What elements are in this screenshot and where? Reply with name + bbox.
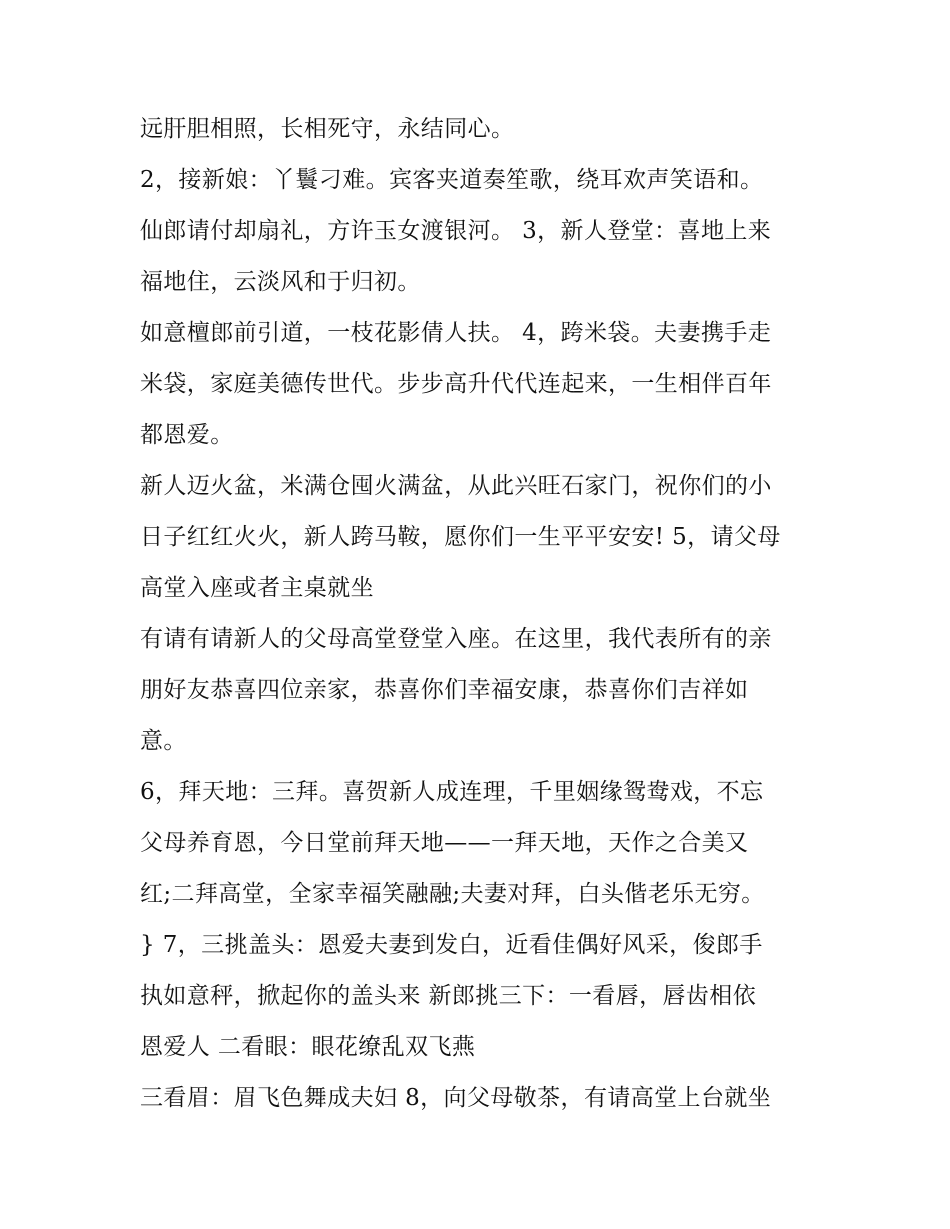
document-body	[140, 104, 820, 1124]
text-line: 朋好友恭喜四位亲家，恭喜你们幸福安康，恭喜你们吉祥如	[140, 677, 749, 703]
text-line: } 7，三挑盖头：恩爱夫妻到发白，近看佳偶好风采，俊郎手	[140, 932, 763, 958]
text-line: 仙郎请付却扇礼，方许玉女渡银河。 3，新人登堂：喜地上来	[140, 218, 772, 244]
text-line: 都恩爱。	[140, 422, 234, 448]
text-line: 福地住，云淡风和于归初。	[140, 269, 421, 295]
text-line: 如意檀郎前引道，一枝花影倩人扶。 4，跨米袋。夫妻携手走	[140, 320, 772, 346]
text-line: 米袋，家庭美德传世代。步步高升代代连起来，一生相伴百年	[140, 371, 772, 397]
text-line: 有请有请新人的父母高堂登堂入座。在这里，我代表所有的亲	[140, 626, 772, 652]
text-line: 6，拜天地：三拜。喜贺新人成连理，千里姻缘鸳鸯戏，不忘	[140, 779, 764, 805]
text-line: 三看眉：眉飞色舞成夫妇 8，向父母敬茶，有请高堂上台就坐	[140, 1085, 772, 1111]
text-line: 父母养育恩，今日堂前拜天地——一拜天地，天作之合美又	[140, 830, 749, 856]
text-line: 新人迈火盆，米满仓囤火满盆，从此兴旺石家门，祝你们的小	[140, 473, 772, 499]
text-line: 执如意秤，掀起你的盖头来 新郎挑三下：一看唇，唇齿相依	[140, 983, 757, 1009]
text-line: 红;二拜高堂，全家幸福笑融融;夫妻对拜，白头偕老乐无穷。	[140, 881, 765, 907]
text-line: 远肝胆相照，长相死守，永结同心。	[140, 116, 515, 142]
text-line: 2，接新娘：丫鬟刁难。宾客夹道奏笙歌，绕耳欢声笑语和。	[140, 167, 764, 193]
text-line: 日子红红火火，新人跨马鞍，愿你们一生平平安安! 5，请父母	[140, 524, 781, 550]
text-line: 意。	[140, 728, 187, 754]
text-line: 恩爱人 二看眼：眼花缭乱双飞燕	[140, 1034, 476, 1060]
text-line: 高堂入座或者主桌就坐	[140, 575, 374, 601]
